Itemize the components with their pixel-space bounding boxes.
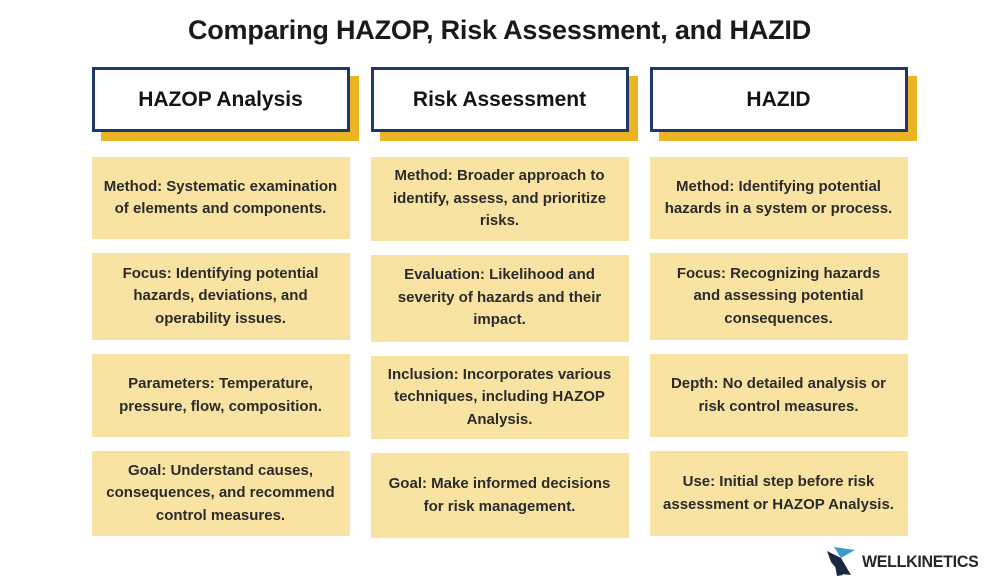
- info-card: Focus: Recognizing hazards and assessing potential consequences.: [650, 253, 908, 340]
- info-card: Method: Systematic examination of elements and components.: [92, 157, 350, 239]
- column-header-hazid: [650, 67, 908, 132]
- brand-name: WELLKINETICS: [862, 551, 979, 571]
- column-header-label: HAZOP Analysis: [138, 87, 303, 111]
- info-card: Evaluation: Likelihood and severity of hazards and their impact.: [371, 255, 629, 342]
- column-header-hazop: [92, 67, 350, 132]
- card-list: [92, 157, 350, 536]
- info-card: Goal: Understand causes, consequences, and recommend control measures.: [92, 451, 350, 536]
- column-hazid: [650, 67, 908, 538]
- info-card: Focus: Identifying potential hazards, deviations, and operability issues.: [92, 253, 350, 340]
- info-card: Goal: Make informed decisions for risk management.: [371, 453, 629, 538]
- page-title: Comparing HAZOP, Risk Assessment, and HAZID: [187, 15, 812, 45]
- card-list: [371, 157, 629, 538]
- info-card: Use: Initial step before risk assessment or HAZOP Analysis.: [650, 451, 908, 536]
- column-header-label: Risk Assessment: [412, 87, 587, 111]
- info-card: Depth: No detailed analysis or risk control measures.: [650, 354, 908, 437]
- card-list: [650, 157, 908, 536]
- info-card: Inclusion: Incorporates various techniques, including HAZOP Analysis.: [371, 356, 629, 440]
- info-card: Method: Identifying potential hazards in a system or process.: [650, 157, 908, 239]
- wellkinetics-arrow-logo-icon: [825, 545, 857, 578]
- info-card: Parameters: Temperature, pressure, flow, composition.: [92, 354, 350, 437]
- column-header-risk-assessment: [371, 67, 629, 132]
- comparison-board: [92, 67, 908, 538]
- info-card: Method: Broader approach to identify, assess, and prioritize risks.: [371, 157, 629, 241]
- column-risk-assessment: [371, 67, 629, 538]
- column-hazop: [92, 67, 350, 538]
- column-header-label: HAZID: [746, 87, 811, 111]
- brand-logo: [825, 545, 986, 578]
